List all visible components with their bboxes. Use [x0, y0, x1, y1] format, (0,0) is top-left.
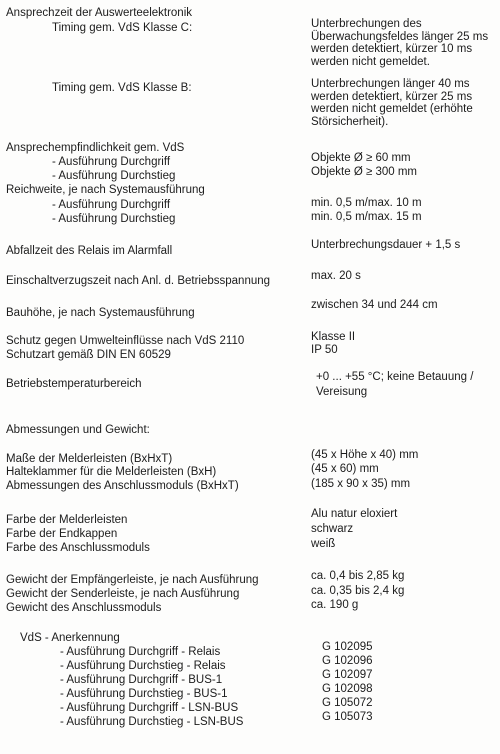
- bauhoehe-value: zwischen 34 und 244 cm: [311, 299, 438, 311]
- vds-heading: VdS - Anerkennung: [20, 632, 120, 644]
- vds-row-label: - Ausführung Durchstieg - LSN-BUS: [60, 716, 244, 728]
- farbe-row-value: weiß: [311, 538, 336, 550]
- temperatur-value-line1: +0 ... +55 °C; keine Betauung /: [316, 371, 474, 383]
- farbe-row-value: schwarz: [311, 523, 354, 535]
- empfindlichkeit-label: Ansprechempfindlichkeit gem. VdS: [6, 142, 185, 154]
- timing-c-label: Timing gem. VdS Klasse C:: [52, 22, 193, 34]
- vds-row-value: G 102095: [322, 641, 373, 653]
- empfindlichkeit-durchstieg-label: - Ausführung Durchstieg: [52, 170, 176, 182]
- vds-row-label: - Ausführung Durchstieg - Relais: [60, 660, 226, 672]
- abmessungen-row-label: Maße der Melderleisten (BxHxT): [6, 453, 173, 465]
- vds-row-value: G 105072: [322, 697, 373, 709]
- farbe-row-value: Alu natur eloxiert: [311, 508, 398, 520]
- schutz-umwelt-label: Schutz gegen Umwelteinflüsse nach VdS 2110: [6, 335, 245, 347]
- reichweite-durchgriff-label: - Ausführung Durchgriff: [52, 199, 171, 211]
- timing-b-label: Timing gem. VdS Klasse B:: [52, 82, 192, 94]
- abfallzeit-label: Abfallzeit des Relais im Alarmfall: [6, 245, 173, 257]
- vds-row-value: G 102096: [322, 655, 373, 667]
- farbe-row-label: Farbe der Melderleisten: [6, 514, 128, 526]
- vds-row-label: - Ausführung Durchgriff - Relais: [60, 646, 221, 658]
- gewicht-row-value: ca. 0,4 bis 2,85 kg: [311, 570, 405, 582]
- reichweite-label: Reichweite, je nach Systemausführung: [6, 184, 205, 196]
- vds-row-label: - Ausführung Durchgriff - LSN-BUS: [60, 702, 239, 714]
- farbe-row-label: Farbe der Endkappen: [6, 528, 118, 540]
- ansprechzeit-label: Ansprechzeit der Auswerteelektronik: [6, 7, 193, 19]
- empfindlichkeit-durchgriff-label: - Ausführung Durchgriff: [52, 156, 171, 168]
- schutzart-label: Schutzart gemäß DIN EN 60529: [6, 349, 171, 361]
- vds-row-label: - Ausführung Durchstieg - BUS-1: [60, 688, 228, 700]
- gewicht-row-label: Gewicht der Empfängerleiste, je nach Ausführung: [6, 574, 259, 586]
- abfallzeit-value: Unterbrechungsdauer + 1,5 s: [311, 239, 461, 251]
- vds-row-value: G 102098: [322, 683, 373, 695]
- gewicht-row-label: Gewicht der Senderleiste, je nach Ausführung: [6, 588, 240, 600]
- temperatur-label: Betriebstemperaturbereich: [6, 378, 142, 390]
- reichweite-durchstieg-label: - Ausführung Durchstieg: [52, 213, 176, 225]
- abmessungen-row-label: Halteklammer für die Melderleisten (BxH): [6, 466, 217, 478]
- vds-row-value: G 105073: [322, 711, 373, 723]
- vds-row-value: G 102097: [322, 669, 373, 681]
- timing-c-value: Unterbrechungen des Überwachungsfeldes länger 25 ms werden detektiert, kürzer 10 ms werden nicht gemeldet.: [311, 18, 489, 69]
- abmessungen-row-label: Abmessungen des Anschlussmoduls (BxHxT): [6, 480, 239, 492]
- gewicht-row-value: ca. 0,35 bis 2,4 kg: [311, 585, 405, 597]
- bauhoehe-label: Bauhöhe, je nach Systemausführung: [6, 307, 195, 319]
- temperatur-value-line2: Vereisung: [316, 386, 368, 398]
- abmessungen-row-value: (185 x 90 x 35) mm: [311, 478, 411, 490]
- empfindlichkeit-durchstieg-value: Objekte Ø ≥ 300 mm: [311, 166, 418, 178]
- einschalt-value: max. 20 s: [311, 270, 361, 282]
- reichweite-durchstieg-value: min. 0,5 m/max. 15 m: [311, 211, 422, 223]
- abmessungen-row-value: (45 x Höhe x 40) mm: [311, 449, 419, 461]
- farbe-row-label: Farbe des Anschlussmoduls: [6, 542, 150, 554]
- gewicht-row-value: ca. 190 g: [311, 599, 359, 611]
- vds-row-label: - Ausführung Durchgriff - BUS-1: [60, 674, 223, 686]
- empfindlichkeit-durchgriff-value: Objekte Ø ≥ 60 mm: [311, 152, 411, 164]
- schutz-umwelt-value: Klasse II: [311, 331, 356, 343]
- reichweite-durchgriff-value: min. 0,5 m/max. 10 m: [311, 197, 422, 209]
- abmessungen-row-value: (45 x 60) mm: [311, 463, 379, 475]
- timing-b-value: Unterbrechungen länger 40 ms werden detektiert, kürzer 25 ms werden nicht gemeldet (erhöhte Störsicherheit).: [311, 78, 473, 129]
- gewicht-row-label: Gewicht des Anschlussmoduls: [6, 602, 162, 614]
- einschalt-label: Einschaltverzugszeit nach Anl. d. Betriebsspannung: [6, 275, 271, 287]
- abmessungen-heading: Abmessungen und Gewicht:: [6, 424, 150, 436]
- schutzart-value: IP 50: [311, 344, 338, 356]
